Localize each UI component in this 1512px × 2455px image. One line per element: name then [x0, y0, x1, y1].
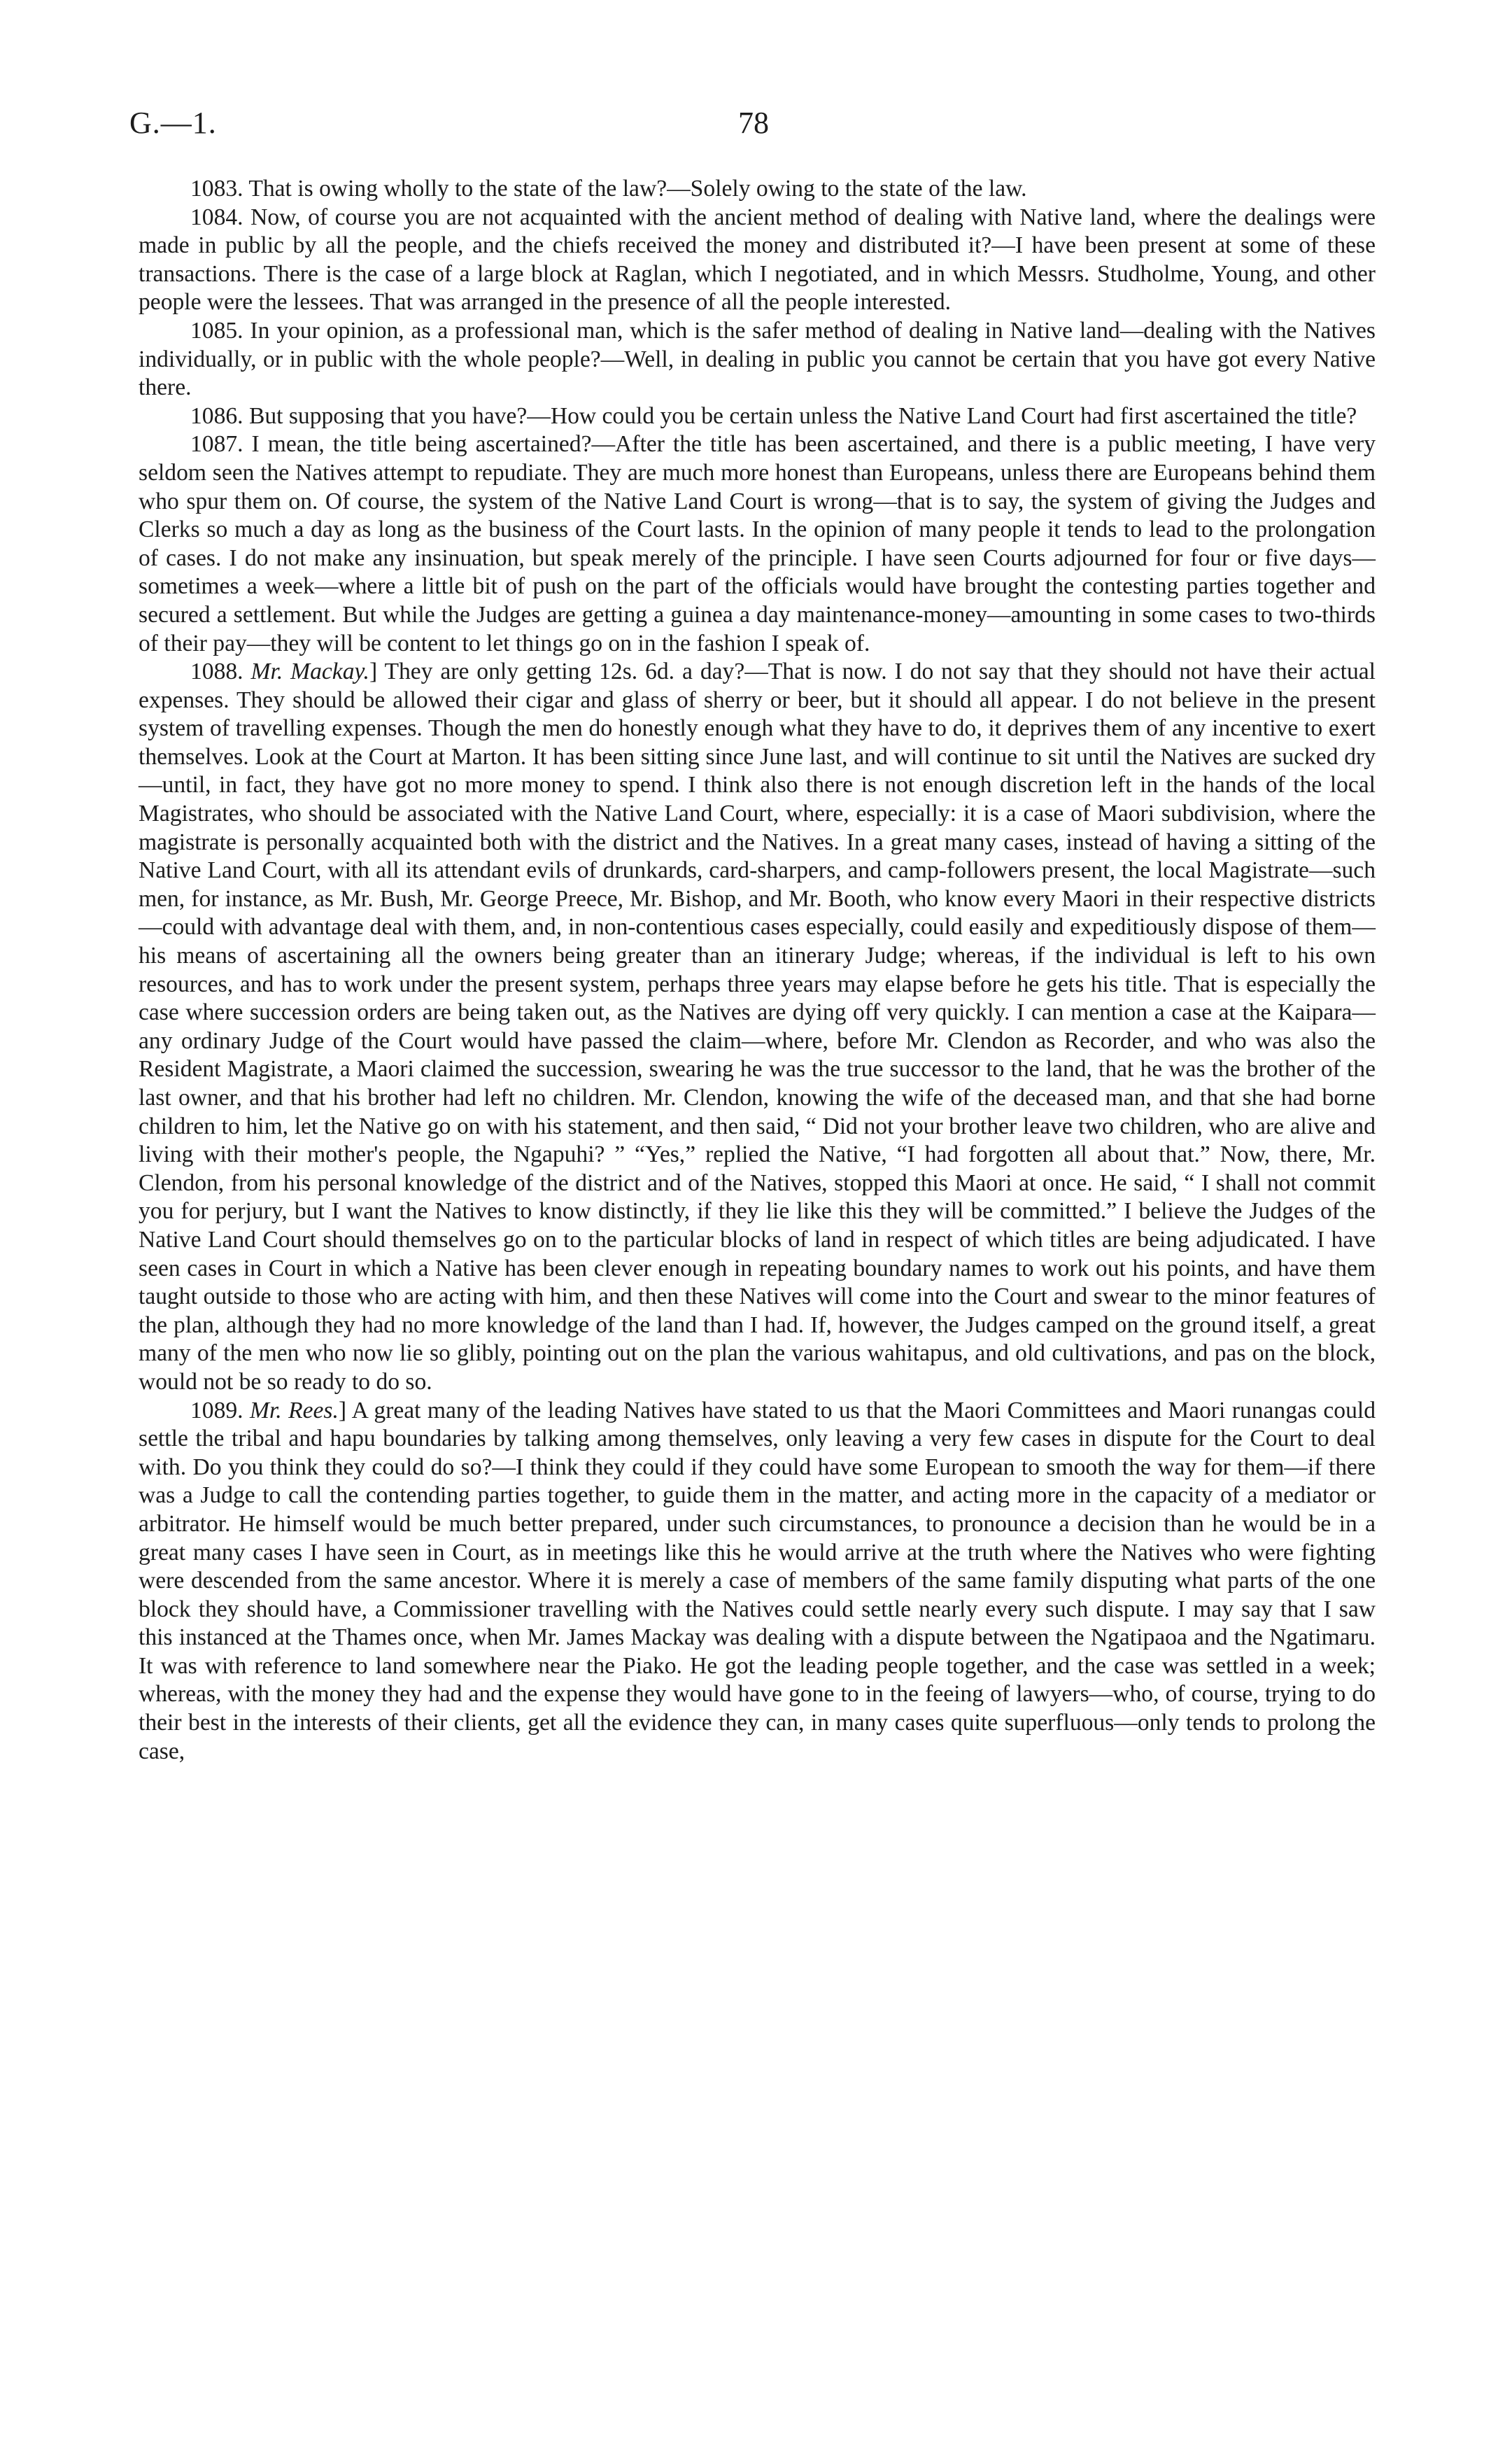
paragraph-text: I mean, the title being ascertained?—After the title has been ascertained, and there is a public meeting, I have very seldom seen the Natives attempt to repudiate. They are much more honest than Europeans, unless there are Europeans behind them who spur them on. Of course, the system of the Native Land Court is wrong—that is to say, the system of giving the Judges and Clerks so much a day as long as the business of the Court lasts. In the opinion of many people it tends to lead to the prolongation of cases. I do not make any insinuation, but speak merely of the principle. I have seen Courts adjourned for four or five days—sometimes a week—where a little bit of push on the part of the officials would have brought the contesting parties together and secured a settlement. But while the Judges are getting a guinea a day maintenance-money—amounting in some cases to two-thirds of their pay—they will be content to let things go on in the fashion I speak of.	[139, 431, 1376, 656]
paragraph-1088	[139, 658, 1376, 1396]
paragraph-1089	[139, 1397, 1376, 1766]
question-number: 1086.	[190, 402, 243, 429]
page-number: 78	[738, 106, 769, 140]
document-reference: G.—1.	[129, 106, 217, 140]
paragraph-1086	[139, 402, 1376, 431]
paragraph-text: But supposing that you have?—How could you be certain unless the Native Land Court had first ascertained the title?	[243, 402, 1357, 429]
speaker-bracket: ]	[338, 1397, 347, 1423]
question-number: 1085.	[190, 317, 243, 344]
page-body	[139, 175, 1376, 1766]
paragraph-1085	[139, 317, 1376, 402]
paragraph-1084	[139, 204, 1376, 317]
paragraph-text: They are only getting 12s. 6d. a day?—That is now. I do not say that they should not have their actual expenses. They should be allowed their cigar and glass of sherry or beer, but it should all appear. I do not believe in the present system of travelling expenses. Though the men do honestly enough what they have to do, it deprives them of any incentive to exert themselves. Look at the Court at Marton. It has been sitting since June last, and will continue to sit until the Natives are sucked dry—until, in fact, they have got no more money to spend. I think also there is not enough discretion left in the hands of the local Magistrates, who should be associated with the Native Land Court, where, especially: it is a case of Maori subdivision, where the magistrate is personally acquainted both with the district and the Natives. In a great many cases, instead of having a sitting of the Native Land Court, with all its attendant evils of drunkards, card-sharpers, and camp-followers present, the local Magistrate—such men, for instance, as Mr. Bush, Mr. George Preece, Mr. Bishop, and Mr. Booth, who know every Maori in their respective districts—could with advantage deal with them, and, in non-contentious cases especially, could easily and expeditiously dispose of them—his means of ascertaining all the owners being greater than an itinerary Judge; whereas, if the individual is left to his own resources, and has to work under the present system, perhaps three years may elapse before he gets his title. That is especially the case where succession orders are being taken out, as the Natives are dying off very quickly. I can mention a case at the Kaipara—any ordinary Judge of the Court would have passed the claim—where, before Mr. Clendon as Recorder, and who was also the Resident Magistrate, a Maori claimed the succession, swearing he was the true successor to the land, that he was the brother of the last owner, and that his brother had left no children. Mr. Clendon, knowing the wife of the deceased man, and that she had borne children to him, let the Native go on with his statement, and then said, “ Did not your brother leave two children, who are alive and living with their mother's people, the Ngapuhi? ” “Yes,” replied the Native, “I had forgotten all about that.” Now, there, Mr. Clendon, from his personal knowledge of the district and of the Natives, stopped this Maori at once. He said, “ I shall not commit you for perjury, but I want the Natives to know distinctly, if they lie like this they will be committed.” I believe the Judges of the Native Land Court should themselves go on to the particular blocks of land in respect of which titles are being adjudicated. I have seen cases in Court in which a Native has been clever enough in repeating boundary names to work out his points, and have them taught outside to those who are acting with him, and then these Natives will come into the Court and swear to the minor features of the plan, although they had no more knowledge of the land than I had. If, however, the Judges camped on the ground itself, a great many of the men who now lie so glibly, pointing out on the plan the various wahitapus, and old cultivations, and pas on the block, would not be so ready to do so.	[139, 659, 1376, 1395]
paragraph-1083	[139, 175, 1376, 204]
page-header	[129, 105, 1382, 147]
speaker-name: Mr. Rees.	[249, 1397, 339, 1423]
paragraph-text: Now, of course you are not acquainted with the ancient method of dealing with Native land, where the dealings were made in public by all the people, and the chiefs received the money and distributed it?—I have been present at some of these transactions. There is the case of a large block at Raglan, which I negotiated, and in which Messrs. Studholme, Young, and other people were the lessees. That was arranged in the presence of all the people interested.	[139, 204, 1376, 316]
paragraph-text: A great many of the leading Natives have stated to us that the Maori Committees and Maori runangas could settle the tribal and hapu boundaries by talking among themselves, only leaving a very few cases in dispute for the Court to deal with. Do you think they could do so?—I think they could if they could have some European to smooth the way for them—if there was a Judge to call the contending parties together, to guide them in the matter, and acting more in the capacity of a mediator or arbitrator. He himself would be much better prepared, under such circumstances, to pronounce a decision than he would be in a great many cases I have seen in Court, as in meetings like this he would arrive at the truth where the Natives who were fighting were descended from the same ancestor. Where it is merely a case of members of the same family disputing what parts of the one block they should have, a Commissioner travelling with the Natives could settle nearly every such dispute. I may say that I saw this instanced at the Thames once, when Mr. James Mackay was dealing with a dispute between the Ngatipaoa and the Ngatimaru. It was with reference to land somewhere near the Piako. He got the leading people together, and the case was settled in a week; whereas, with the money they had and the expense they would have gone to in the feeing of lawyers—who, of course, trying to do their best in the interests of their clients, get all the evidence they can, in many cases quite superfluous—only tends to prolong the case,	[139, 1397, 1376, 1764]
paragraph-text: That is owing wholly to the state of the law?—Solely owing to the state of the law.	[243, 176, 1027, 202]
question-number: 1083.	[190, 176, 243, 202]
paragraph-1087	[139, 430, 1376, 658]
question-number: 1084.	[190, 204, 243, 230]
question-number: 1087.	[190, 431, 243, 458]
speaker-bracket: ]	[369, 659, 378, 685]
paragraph-text: In your opinion, as a professional man, which is the safer method of dealing in Native land—dealing with the Natives individually, or in public with the whole people?—Well, in dealing in public you cannot be certain that you have got every Native there.	[139, 317, 1376, 401]
question-number: 1088.	[190, 659, 243, 685]
question-number: 1089.	[190, 1397, 243, 1423]
speaker-name: Mr. Mackay.	[250, 659, 369, 685]
